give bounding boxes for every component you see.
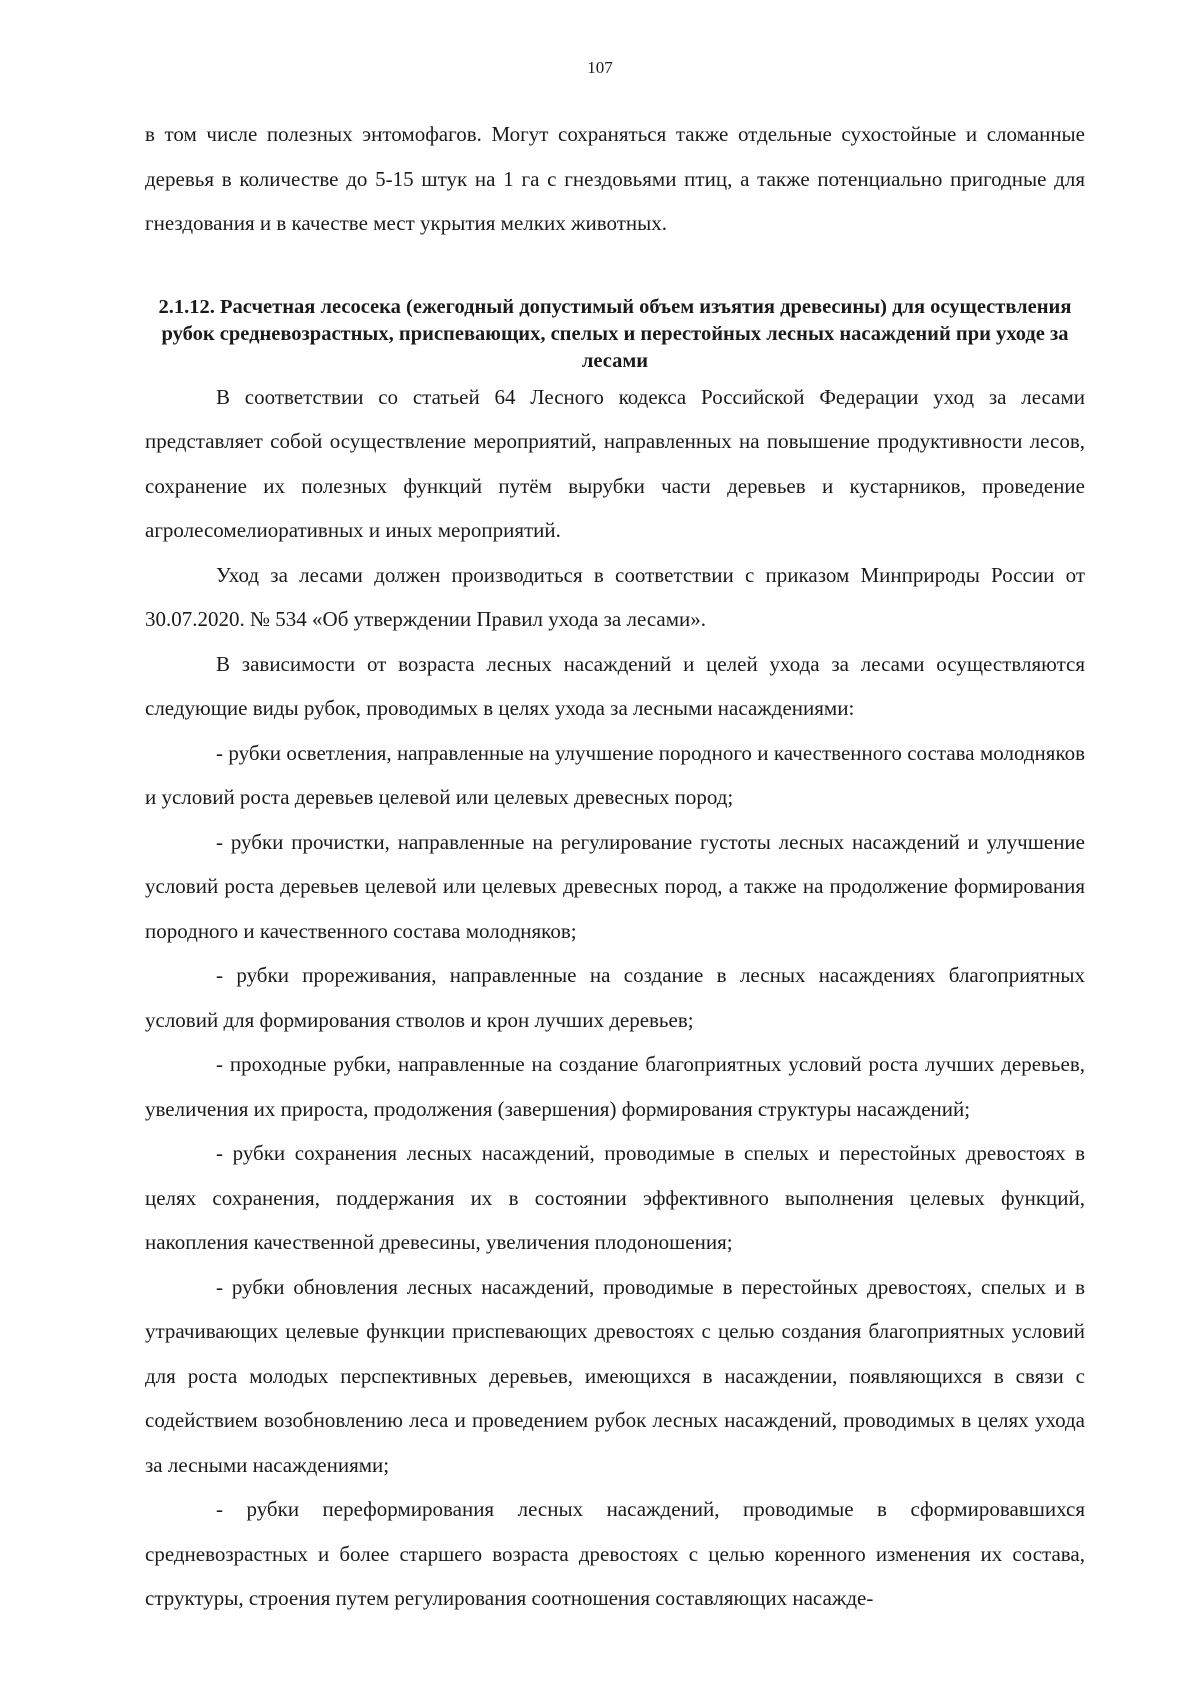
body-paragraph: В соответствии со статьей 64 Лесного кодекса Российской Федерации уход за лесами представляет собой осуществление мероприятий, направленных на повышение продуктивности лесов, сохранение их полезных функций путём вырубки части деревьев и кустарников, проведение агролесомелиоративных и иных мероприятий. xyxy=(145,384,1085,542)
page-number: 107 xyxy=(587,58,613,77)
section-heading: 2.1.12. Расчетная лесосека (ежегодный допустимый объем изъятия древесины) для осуществления рубок средневозрастных, приспевающих, спелых и перестойных лесных насаждений при уходе за лесами xyxy=(158,295,1072,372)
intro-paragraph: в том числе полезных энтомофагов. Могут сохраняться также отдельные сухостойные и сломанные деревья в количестве до 5-15 штук на 1 га с гнездовьями птиц, а также потенциально пригодные для гнездования и в качестве мест укрытия мелких животных. xyxy=(145,122,1085,235)
list-item-paragraph: - проходные рубки, направленные на создание благоприятных условий роста лучших деревьев, увеличения их прироста, продолжения (завершения) формирования структуры насаждений; xyxy=(145,1052,1085,1121)
list-item-paragraph: - рубки обновления лесных насаждений, проводимые в перестойных древостоях, спелых и в утрачивающих целевые функции приспевающих древостоях с целью создания благоприятных условий для роста молодых перспективных деревьев, имеющихся в насаждении, появляющихся в связи с содействием возобновлению леса и проведением рубок лесных насаждений, проводимых в целях ухода за лесными насаждениями; xyxy=(145,1274,1085,1477)
body-paragraph: Уход за лесами должен производиться в соответствии с приказом Минприроды России от 30.07.2020. № 534 «Об утверждении Правил ухода за лесами». xyxy=(145,562,1085,631)
list-item-paragraph: - рубки прочистки, направленные на регулирование густоты лесных насаждений и улучшение условий роста деревьев целевой или целевых древесных пород, а также на продолжение формирования породного и качественного состава молодняков; xyxy=(145,829,1085,943)
list-item-paragraph: - рубки сохранения лесных насаждений, проводимые в спелых и перестойных древостоях в целях сохранения, поддержания их в состоянии эффективного выполнения целевых функций, накопления качественной древесины, увеличения плодоношения; xyxy=(145,1141,1085,1254)
page-body xyxy=(145,112,1085,1621)
list-item-paragraph: - рубки прореживания, направленные на создание в лесных насаждениях благоприятных условий для формирования стволов и крон лучших деревьев; xyxy=(145,963,1085,1032)
body-paragraph: В зависимости от возраста лесных насаждений и целей ухода за лесами осуществляются следующие виды рубок, проводимых в целях ухода за лесными насаждениями: xyxy=(145,651,1085,720)
section-spacer xyxy=(145,246,1085,294)
list-item-paragraph: - рубки осветления, направленные на улучшение породного и качественного состава молодняков и условий роста деревьев целевой или целевых древесных пород; xyxy=(145,740,1085,809)
list-item-paragraph: - рубки переформирования лесных насаждений, проводимые в сформировавшихся средневозрастных и более старшего возраста древостоях с целью коренного изменения их состава, структуры, строения путем регулирования соотношения составляющих насажде- xyxy=(145,1497,1085,1610)
